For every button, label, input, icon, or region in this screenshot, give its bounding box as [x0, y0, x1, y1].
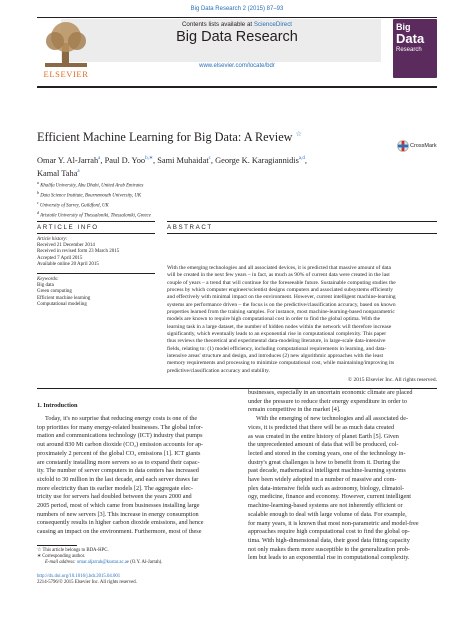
author-affil-mark[interactable]: b,∗ — [145, 156, 154, 161]
footnote-text: This article belongs to BDA-HPC. — [42, 548, 109, 553]
affiliation-text: Aristotle University of Thessaloniki, Thessaloniki, Greece — [40, 213, 151, 219]
cover-word-data: Data — [396, 31, 425, 46]
body-line: numbers of new servers [3]. This increase in energy consumption — [37, 510, 199, 518]
left-column — [37, 415, 232, 537]
article-title-text: Efficient Machine Learning for Big Data: A Review — [37, 130, 293, 145]
body-line: the unprecedented amount of data that will be produced, col- — [248, 441, 399, 449]
authors — [37, 153, 387, 180]
abstract-line: thus reviews the theoretical and experimental data-modeling literature, in large-scale data-intensive — [167, 338, 386, 345]
keyword: Green computing — [37, 289, 72, 295]
body-line: have been widely adopted in a number of massive and com- — [248, 476, 397, 484]
abstract-text — [167, 265, 437, 375]
author-affil-mark[interactable]: a — [77, 169, 80, 175]
history-item: Received in revised form 23 March 2015 — [37, 249, 120, 255]
body-line: consequently results in higher carbon dioxide emissions, and hence — [37, 519, 204, 527]
footnote-text: Corresponding author. — [42, 554, 86, 559]
doi-link[interactable]: http://dx.doi.org/10.1016/j.bdr.2015.04.001 — [37, 574, 121, 579]
author: George K. Karagiannidis — [215, 155, 299, 165]
keyword: Big data — [37, 283, 54, 289]
body-line: as was created in the entire history of planet Earth [5]. Given — [248, 432, 399, 440]
abstract-line: and effectively with minimal impact on the environment. However, current intelligent machine-learning — [167, 294, 396, 301]
info-rule-top — [37, 221, 155, 222]
history-item: Accepted 7 April 2015 — [37, 255, 83, 261]
body-line: ity. The number of server computers in data centers has increased — [37, 467, 199, 475]
body-line: approaches require high computational cost to find the global op- — [248, 528, 410, 536]
abstract-line: properties learned from the training samples. For instance, most machine-learning-based nonparametric — [167, 309, 395, 316]
abstract-line: models are known to require high computational cost in order to find the global optima. With the — [167, 316, 381, 323]
affiliation-text: University of Surrey, Guildford, UK — [39, 203, 109, 209]
article-title — [37, 130, 302, 145]
body-line: top priorities for many energy-related businesses. The global infor- — [37, 423, 203, 431]
abstract-line: predictive/classification accuracy and stability. — [167, 367, 270, 374]
authors-line-2 — [37, 166, 387, 179]
footnote-mark: ☆ — [37, 548, 42, 553]
footnote-rule — [37, 545, 77, 546]
keywords — [37, 277, 157, 308]
article-identifiers — [37, 574, 257, 586]
abstract-line: learning task in a large dataset, the number of hidden nodes within the network will therefore increase — [167, 323, 392, 330]
affiliation-mark: b — [37, 190, 39, 195]
elsevier-tree-logo — [37, 19, 95, 71]
history-item: Available online 20 April 2015 — [37, 261, 99, 267]
abstract-line: couple of years – a trend that will continue for the foreseeable future. Sustainable computing studies the — [167, 279, 396, 286]
author-separator: , — [153, 155, 158, 165]
body-line: past decade, mathematical intelligent machine-learning systems — [248, 467, 406, 475]
keyword: Computational modeling — [37, 301, 87, 307]
title-footnote-mark[interactable]: ☆ — [295, 130, 302, 138]
publisher-wordmark: ELSEVIER — [43, 69, 89, 79]
affiliation — [37, 210, 151, 220]
body-line: tima. With high-dimensional data, their good data fitting capacity — [248, 536, 410, 544]
abstract-line: memory requirements and processing to minimize computational cost, while maintaining/improving its — [167, 360, 395, 367]
author-affil-mark[interactable]: a,d — [298, 156, 305, 161]
info-rule-bottom — [37, 233, 155, 234]
history-label: Article history: — [37, 237, 68, 242]
body-line: tricity use for servers had doubled between the years 2000 and — [37, 493, 192, 501]
history-item: Received 21 December 2014 — [37, 243, 95, 249]
issn-line: 2214-5796/© 2015 Elsevier Inc. All rights reserved. — [37, 580, 137, 585]
author-separator: , — [304, 155, 307, 165]
authors-line-1 — [37, 153, 387, 166]
journal-title: Big Data Research — [176, 29, 298, 45]
abstract-rule-bottom — [167, 233, 437, 234]
body-line: under the pressure to reduce their energy expenditure in order to — [248, 397, 407, 405]
author: Kamal Taha — [37, 169, 78, 179]
body-line: dustry's great challenges is how to benefit from it. During the — [248, 458, 400, 466]
body-line: vices, it is predicted that there will be as much data created — [248, 423, 395, 431]
author-affil-mark[interactable]: a — [98, 156, 101, 161]
contents-prefix: Contents lists available at — [181, 21, 254, 28]
keywords-label: Keywords: — [37, 277, 59, 282]
author-affil-mark[interactable]: c — [208, 156, 211, 161]
cover-word-big: Big — [396, 22, 411, 32]
affiliation-mark: d — [37, 210, 39, 215]
abstract-line: systems are performance driven – the focus is on the predictive/classification accuracy, based on known — [167, 301, 396, 308]
affiliation-mark: c — [37, 200, 39, 205]
author: Omar Y. Al-Jarrah — [37, 155, 99, 165]
abstract-line: With the emerging technologies and all associated devices, it is predicted that massive amount of data — [167, 265, 391, 271]
abstract-line: process by which computer engineer/scientist designs computers and associated subsystems efficiently — [167, 287, 393, 294]
affiliation-mark: a — [37, 180, 39, 185]
abstract-line: intensive areas' structure and design, and introduces (2) new algorithmic approaches with the least — [167, 353, 384, 360]
keyword: Efficient machine learning — [37, 295, 91, 301]
info-divider — [37, 273, 155, 274]
journal-homepage-link[interactable]: www.elsevier.com/locate/bdr — [199, 63, 275, 69]
body-line: are constantly installing more servers so as to expand their capac- — [37, 458, 200, 466]
body-line: causing an impact on the environment. Furthermore, most of these — [37, 528, 202, 536]
author: Sami Muhaidat — [157, 155, 209, 165]
email-suffix: (O.Y. Al-Jarrah). — [130, 560, 163, 565]
right-column — [248, 389, 438, 563]
body-line: scalable enough to deal with large volume of data. For example, — [248, 510, 407, 518]
body-line: With the emerging of new technologies and all associated de- — [256, 415, 409, 423]
email-link[interactable]: omar.aljarrah@kustar.ac.ae — [76, 560, 130, 565]
body-line: for many years, it is known that most non-parametric and model-free — [248, 519, 419, 527]
abstract-copyright: © 2015 Elsevier Inc. All rights reserved. — [347, 377, 437, 383]
email-label: E-mail address: — [45, 560, 76, 565]
body-line: out around 830 Mt carbon dioxide (CO₂) emission accounts for ap- — [37, 441, 204, 449]
abstract-rule-top — [167, 221, 437, 222]
body-line: businesses, especially in an uncertain economic climate are placed — [248, 389, 413, 396]
body-line: not only makes them more susceptible to the generalization prob- — [248, 545, 411, 553]
abstract-line: significantly, which eventually leads to an exponential rise in computational complexity. This paper — [167, 331, 387, 338]
author: Paul D. Yoo — [104, 155, 146, 165]
affiliation — [37, 180, 151, 190]
journal-reference[interactable]: Big Data Research 2 (2015) 87–93 — [190, 6, 284, 12]
body-line: mation and communications technology (ICT) industry that pumps — [37, 432, 203, 440]
affiliation — [37, 200, 151, 210]
body-line: plex data-intensive fields such as astronomy, biology, climatol- — [248, 484, 405, 492]
article-info-heading: ARTICLE INFO — [37, 224, 99, 231]
affiliation-text: Khalifa University, Abu Dhabi, United Arab Emirates — [40, 183, 144, 189]
article-history — [37, 237, 157, 268]
body-line: ogy, medicine, finance and economy. However, current intelligent — [248, 493, 412, 501]
author-separator: , — [210, 155, 216, 165]
abstract-heading: ABSTRACT — [167, 224, 213, 231]
body-line: proximately 2 percent of the global CO₂ emissions [1]. ICT giants — [37, 449, 201, 457]
affiliations — [37, 180, 151, 220]
sciencedirect-link[interactable]: ScienceDirect — [253, 21, 293, 28]
crossmark-icon[interactable] — [397, 139, 409, 153]
section-heading-introduction: 1. Introduction — [37, 402, 78, 409]
cover-word-research: Research — [396, 47, 422, 53]
abstract-line: will be created in the next few years – in fact, as much as 90% of current data were created in the last — [167, 272, 390, 279]
footnote-email — [37, 560, 237, 566]
body-line: lected and stored in the coming years, one of the technology in- — [248, 449, 406, 457]
body-line: remain competitive in the market [4]. — [248, 406, 341, 414]
affiliation — [37, 190, 151, 200]
body-line: machine-learning-based systems are not inherently efficient or — [248, 502, 403, 510]
affiliation-text: Data Science Institute, Bournemouth University, UK — [40, 193, 142, 199]
body-line: 2005 period, most of which came from businesses installing large — [37, 502, 200, 510]
footnotes — [37, 548, 237, 566]
body-line: lem but leads to an exponential rise in computational complexity. — [248, 554, 410, 562]
body-line: more electricity than its earlier models [2]. The aggregate elec- — [37, 484, 193, 492]
crossmark-label[interactable]: CrossMark — [410, 143, 437, 149]
body-line: Today, it's no surprise that reducing energy costs is one of the — [45, 415, 198, 422]
author-separator: , — [100, 155, 105, 165]
footnote-mark: ∗ — [37, 554, 42, 559]
body-line: sixfold to 30 million in the last decade, and each server draws far — [37, 475, 199, 483]
abstract-line: fields, relating to: (1) model efficiency, including computational requirements in learning, and data- — [167, 345, 387, 352]
